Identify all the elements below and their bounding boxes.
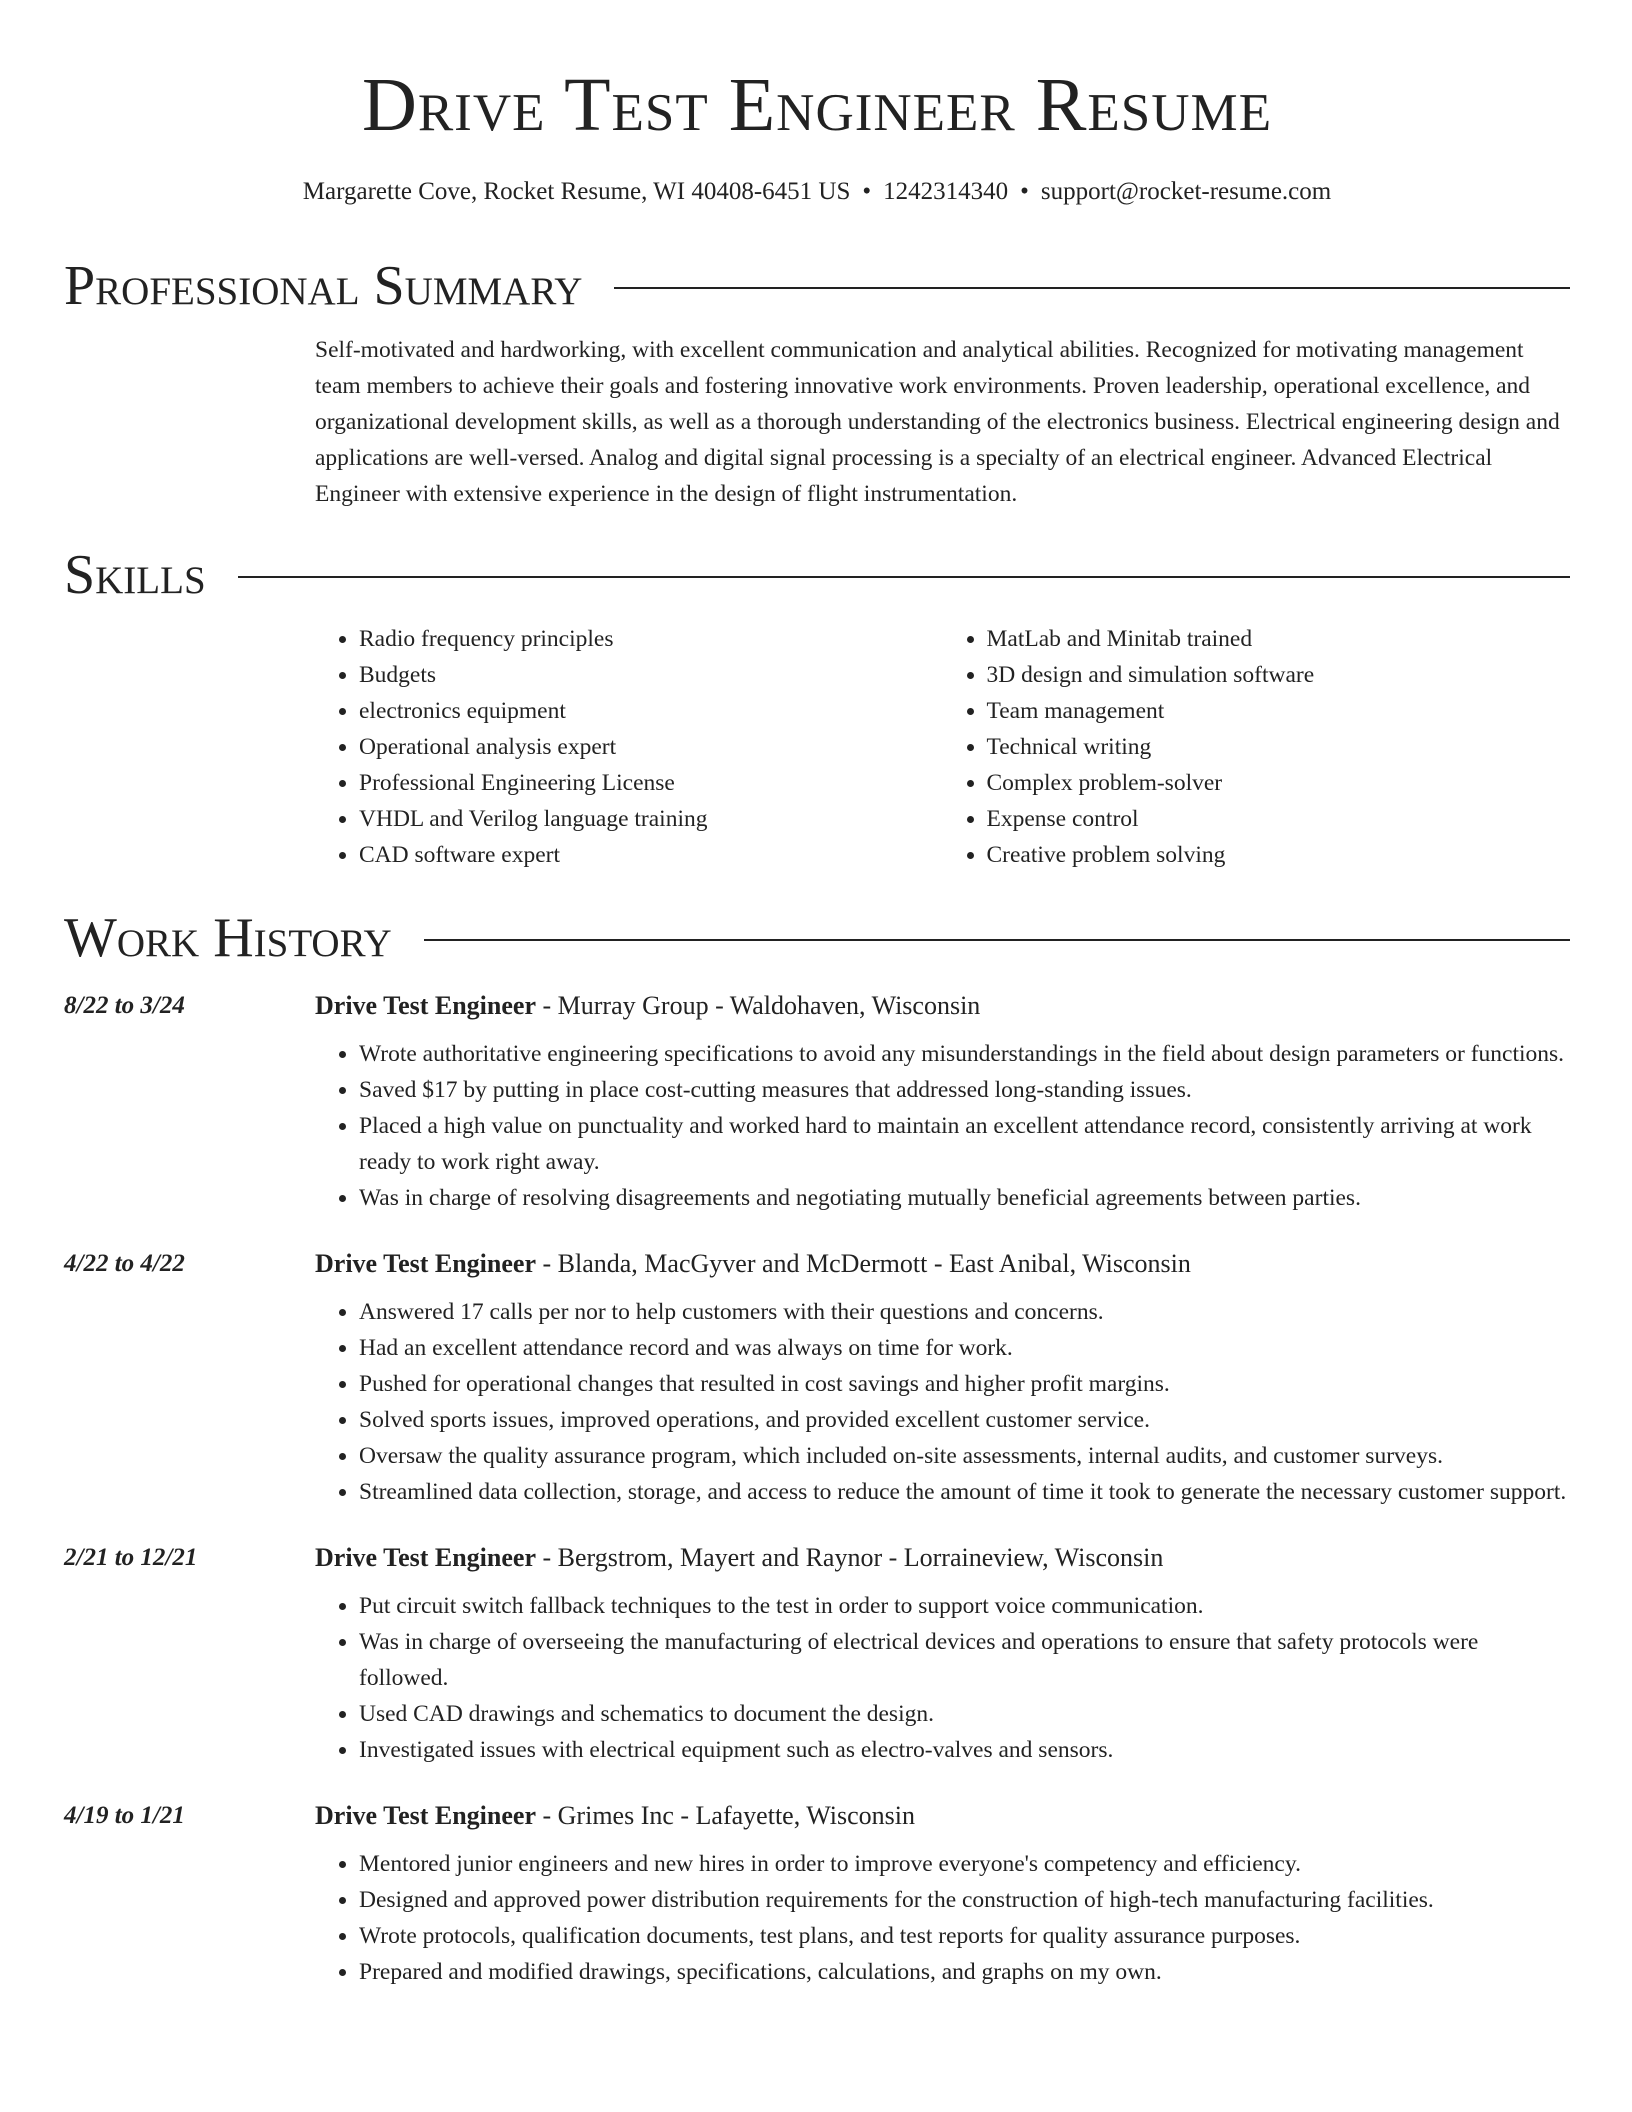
summary-text: Self-motivated and hardworking, with excellent communication and analytical abilities. Recognized for motivating management team members to achieve their goals and fostering innovative work environments. Proven leadership, operational excellence, and organizational development skills, as well as a thorough understanding of the electronics business. Electrical engineering design and applications are well-versed. Analog and digital signal processing is a specialty of an electrical engineer. Advanced Electrical Engineer with extensive experience in the design of flight instrumentation. (315, 337, 1560, 507)
skill-item: • Operational analysis expert (359, 729, 943, 765)
job-bullet: • Saved $17 by putting in place cost-cutting measures that addressed long-standing issues. (359, 1072, 1570, 1108)
job-bullet: • Wrote protocols, qualification documents, test plans, and test reports for quality assurance purposes. (359, 1918, 1570, 1954)
skill-item: • electronics equipment (359, 693, 943, 729)
job-details: - Bergstrom, Mayert and Raynor - Lorraineview, Wisconsin (536, 1543, 1164, 1572)
resume-title: Drive Test Engineer Resume (361, 63, 1273, 147)
job-bullets (315, 1036, 1570, 1216)
skill-item: • Complex problem-solver (987, 765, 1571, 801)
contact-address: Margarette Cove, Rocket Resume, WI 40408-6451 US (302, 178, 851, 205)
skill-item: • Budgets (359, 657, 943, 693)
summary-header (64, 254, 1570, 318)
job-bullet: • Pushed for operational changes that resulted in cost savings and higher profit margins. (359, 1366, 1570, 1402)
skill-item: • MatLab and Minitab trained (987, 621, 1571, 657)
work-history-header (64, 906, 1570, 970)
skills-column-right (943, 621, 1571, 873)
skills-heading: Skills (64, 544, 206, 606)
job-dates: 4/22 to 4/22 (64, 1250, 185, 1277)
work-history-heading: Work History (64, 907, 392, 969)
job-dates: 8/22 to 3/24 (64, 992, 185, 1019)
job-bullet: • Designed and approved power distribution requirements for the construction of high-tech manufacturing facilities. (359, 1882, 1570, 1918)
summary-heading: Professional Summary (64, 255, 583, 317)
job-title: Drive Test Engineer (315, 1249, 536, 1278)
skills-column-left (315, 621, 943, 873)
job-bullet: • Investigated issues with electrical equipment such as electro-valves and sensors. (359, 1732, 1570, 1768)
job-header (315, 986, 1570, 1026)
skill-item: • Technical writing (987, 729, 1571, 765)
job-bullet: • Put circuit switch fallback techniques to the test in order to support voice communication. (359, 1588, 1570, 1624)
job-details: - Grimes Inc - Lafayette, Wisconsin (536, 1801, 915, 1830)
job-bullet: • Had an excellent attendance record and was always on time for work. (359, 1330, 1570, 1366)
skills-header (64, 543, 1570, 607)
job-title: Drive Test Engineer (315, 1543, 536, 1572)
skill-item: • Team management (987, 693, 1571, 729)
job-header (315, 1796, 1570, 1836)
skill-item: • Creative problem solving (987, 837, 1571, 873)
job-entry (64, 986, 1570, 1216)
section-divider (424, 939, 1570, 941)
job-details: - Blanda, MacGyver and McDermott - East Anibal, Wisconsin (536, 1249, 1191, 1278)
job-bullet: • Mentored junior engineers and new hires in order to improve everyone's competency and efficiency. (359, 1846, 1570, 1882)
job-bullet: • Wrote authoritative engineering specifications to avoid any misunderstandings in the field about design parameters or functions. (359, 1036, 1570, 1072)
contact-separator: • (862, 178, 872, 205)
contact-separator: • (1020, 178, 1029, 205)
skill-item: • VHDL and Verilog language training (359, 801, 943, 837)
job-title: Drive Test Engineer (315, 1801, 536, 1830)
contact-phone: 1242314340 (883, 178, 1009, 205)
job-dates: 2/21 to 12/21 (64, 1544, 198, 1571)
job-bullet: • Prepared and modified drawings, specifications, calculations, and graphs on my own. (359, 1954, 1570, 1990)
skills-section (64, 543, 1570, 873)
job-entry (64, 1244, 1570, 1510)
job-bullets (315, 1294, 1570, 1510)
job-bullet: • Solved sports issues, improved operations, and provided excellent customer service. (359, 1402, 1570, 1438)
job-bullets (315, 1846, 1570, 1990)
job-bullet: • Placed a high value on punctuality and worked hard to maintain an excellent attendance record, consistently arriving at work ready to work right away. (359, 1108, 1570, 1180)
job-entry (64, 1796, 1570, 1990)
job-bullet: • Answered 17 calls per nor to help customers with their questions and concerns. (359, 1294, 1570, 1330)
job-header (315, 1244, 1570, 1284)
job-title: Drive Test Engineer (315, 991, 536, 1020)
job-entry (64, 1538, 1570, 1768)
job-bullet: • Was in charge of resolving disagreements and negotiating mutually beneficial agreements between parties. (359, 1180, 1570, 1216)
job-bullets (315, 1588, 1570, 1768)
contact-line (64, 174, 1570, 210)
contact-email: support@rocket-resume.com (1040, 178, 1332, 205)
job-bullet: • Was in charge of overseeing the manufacturing of electrical devices and operations to ensure that safety protocols were followed. (359, 1624, 1570, 1696)
job-dates: 4/19 to 1/21 (64, 1802, 185, 1829)
skill-item: • Radio frequency principles (359, 621, 943, 657)
skills-list (315, 621, 1570, 873)
job-bullet: • Used CAD drawings and schematics to document the design. (359, 1696, 1570, 1732)
summary-section (64, 254, 1570, 512)
work-history-section (64, 906, 1570, 1990)
section-divider (614, 287, 1570, 289)
skill-item: • 3D design and simulation software (987, 657, 1571, 693)
job-header (315, 1538, 1570, 1578)
skill-item: • Professional Engineering License (359, 765, 943, 801)
job-details: - Murray Group - Waldohaven, Wisconsin (536, 991, 981, 1020)
job-bullet: • Streamlined data collection, storage, and access to reduce the amount of time it took to generate the necessary customer support. (359, 1474, 1570, 1510)
job-bullet: • Oversaw the quality assurance program, which included on-site assessments, internal audits, and customer surveys. (359, 1438, 1570, 1474)
skill-item: • CAD software expert (359, 837, 943, 873)
skill-item: • Expense control (987, 801, 1571, 837)
section-divider (238, 576, 1570, 578)
